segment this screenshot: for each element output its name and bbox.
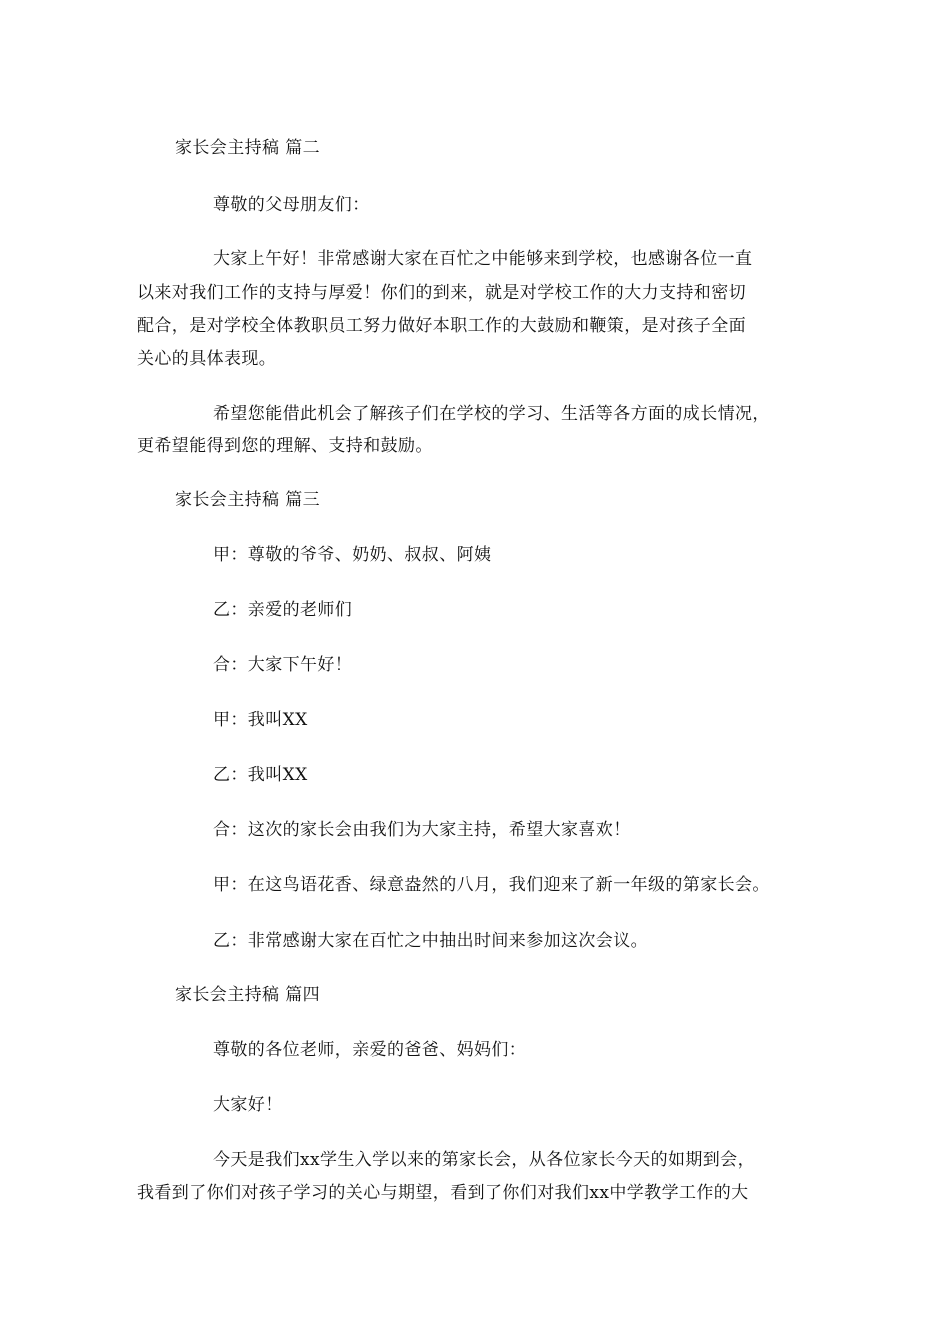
dialogue-line: 合：大家下午好！ <box>213 655 353 675</box>
salutation: 尊敬的各位老师，亲爱的爸爸、妈妈们： <box>213 1040 527 1060</box>
section-heading: 家长会主持稿 篇四 <box>175 985 321 1005</box>
paragraph-line: 配合，是对学校全体教职员工努力做好本职工作的大鼓励和鞭策，是对孩子全面 <box>137 316 746 336</box>
dialogue-line: 甲：在这鸟语花香、绿意盎然的八月，我们迎来了新一年级的第家长会。 <box>213 875 770 895</box>
dialogue-line: 乙：我叫XX <box>213 765 308 785</box>
dialogue-line: 乙：非常感谢大家在百忙之中抽出时间来参加这次会议。 <box>213 931 648 951</box>
greeting: 大家好！ <box>213 1095 283 1115</box>
paragraph-line: 希望您能借此机会了解孩子们在学校的学习、生活等各方面的成长情况， <box>213 404 770 424</box>
dialogue-line: 合：这次的家长会由我们为大家主持，希望大家喜欢！ <box>213 820 631 840</box>
salutation: 尊敬的父母朋友们： <box>213 195 370 215</box>
paragraph-line: 更希望能得到您的理解、支持和鼓励。 <box>137 436 433 456</box>
dialogue-line: 乙：亲爱的老师们 <box>213 600 353 620</box>
dialogue-line: 甲：尊敬的爷爷、奶奶、叔叔、阿姨 <box>213 545 492 565</box>
paragraph-line: 关心的具体表现。 <box>137 349 277 369</box>
paragraph-line: 我看到了你们对孩子学习的关心与期望，看到了你们对我们xx中学教学工作的大 <box>137 1183 749 1203</box>
paragraph-line: 以来对我们工作的支持与厚爱！你们的到来，就是对学校工作的大力支持和密切 <box>137 283 746 303</box>
section-heading: 家长会主持稿 篇二 <box>175 138 321 158</box>
paragraph-line: 今天是我们xx学生入学以来的第家长会，从各位家长今天的如期到会， <box>213 1150 755 1170</box>
dialogue-line: 甲：我叫XX <box>213 710 308 730</box>
paragraph-line: 大家上午好！非常感谢大家在百忙之中能够来到学校，也感谢各位一直 <box>213 249 753 269</box>
section-heading: 家长会主持稿 篇三 <box>175 490 321 510</box>
